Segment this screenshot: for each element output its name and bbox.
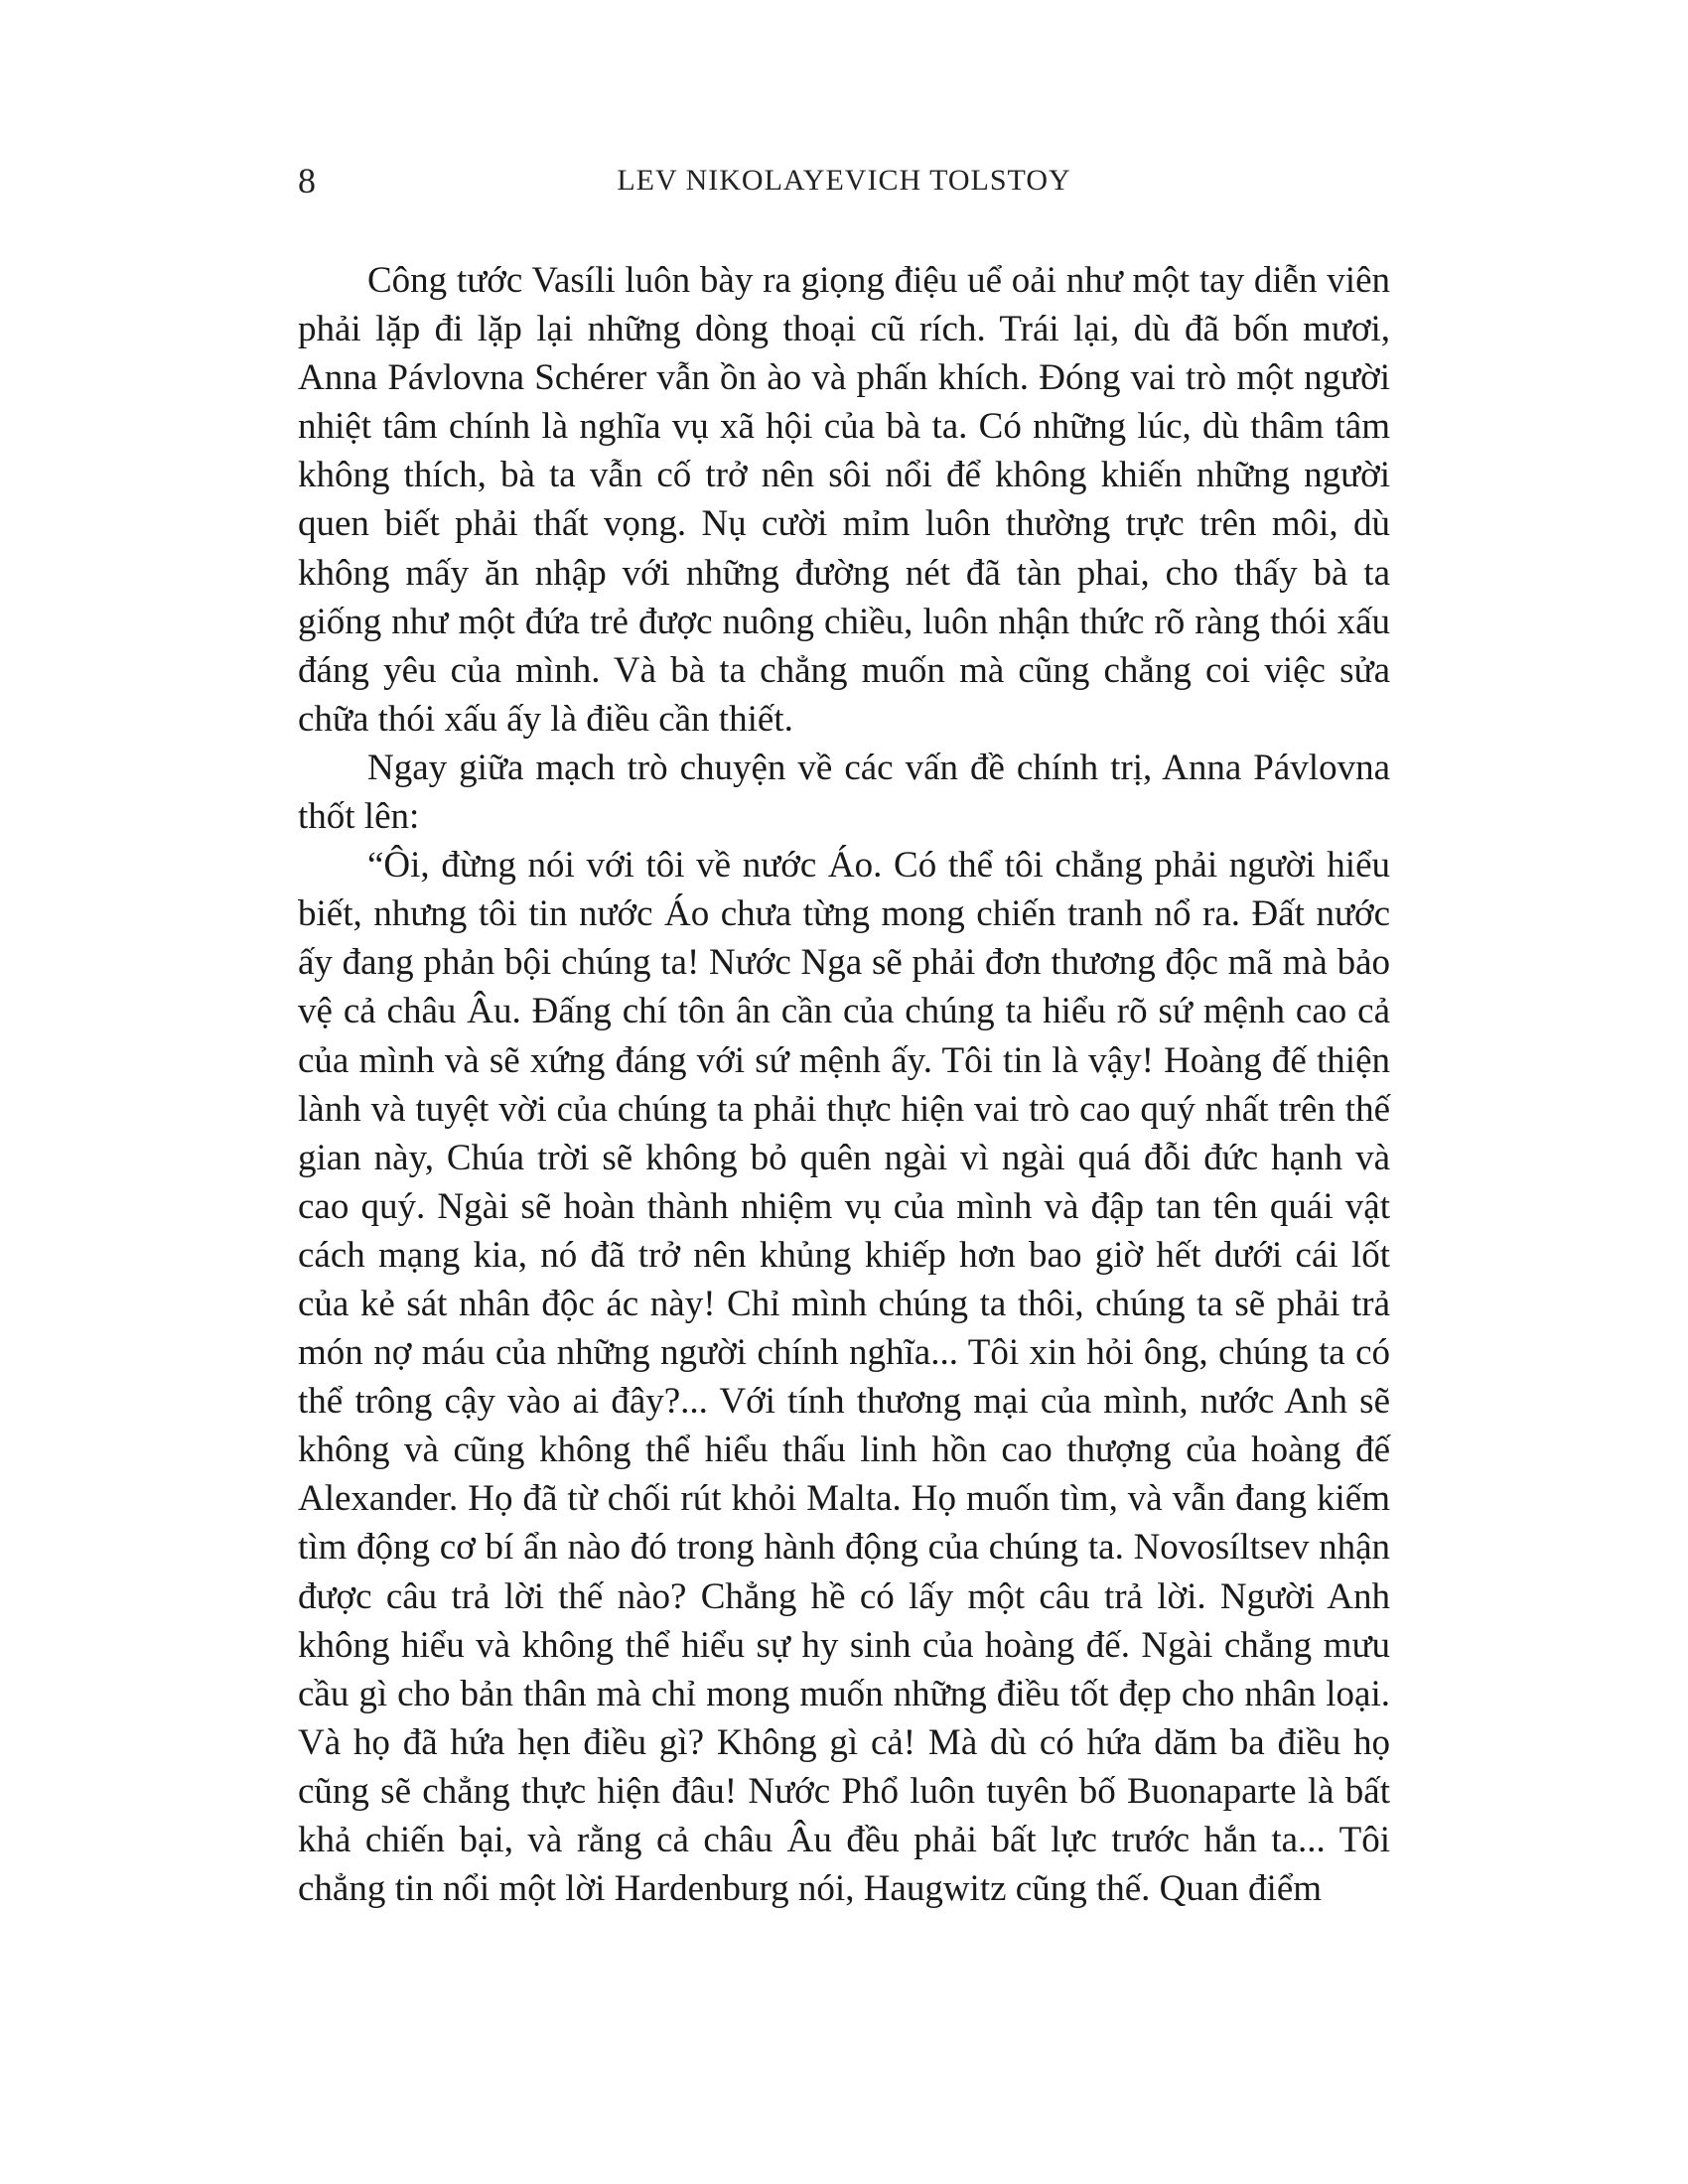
page-number: 8 bbox=[298, 161, 316, 201]
paragraph: Công tước Vasíli luôn bày ra giọng điệu uể oải như một tay diễn viên phải lặp đi lặp lại những dòng thoại cũ rích. Trái lại, dù đã bốn mươi, Anna Pávlovna Schérer vẫn ồn ào và phấn khích. Đóng vai trò một người nhiệt tâm chính là nghĩa vụ xã hội của bà ta. Có những lúc, dù thâm tâm không thích, bà ta vẫn cố trở nên sôi nổi để không khiến những người quen biết phải thất vọng. Nụ cười mỉm luôn thường trực trên môi, dù không mấy ăn nhập với những đường nét đã tàn phai, cho thấy bà ta giống như một đứa trẻ được nuông chiều, luôn nhận thức rõ ràng thói xấu đáng yêu của mình. Và bà ta chẳng muốn mà cũng chẳng coi việc sửa chữa thói xấu ấy là điều cần thiết. bbox=[298, 260, 1390, 740]
body-text bbox=[298, 256, 1390, 1913]
running-title: LEV NIKOLAYEVICH TOLSTOY bbox=[617, 164, 1071, 197]
paragraph: Ngay giữa mạch trò chuyện về các vấn đề chính trị, Anna Pávlovna thốt lên: bbox=[298, 747, 1390, 838]
running-header bbox=[298, 157, 1390, 205]
paragraph: “Ôi, đừng nói với tôi về nước Áo. Có thể tôi chẳng phải người hiểu biết, nhưng tôi tin nước Áo chưa từng mong chiến tranh nổ ra. Đất nước ấy đang phản bội chúng ta! Nước Nga sẽ phải đơn thương độc mã mà bảo vệ cả châu Âu. Đấng chí tôn ân cần của chúng ta hiểu rõ sứ mệnh cao cả của mình và sẽ xứng đáng với sứ mệnh ấy. Tôi tin là vậy! Hoàng đế thiện lành và tuyệt vời của chúng ta phải thực hiện vai trò cao quý nhất trên thế gian này, Chúa trời sẽ không bỏ quên ngài vì ngài quá đỗi đức hạnh và cao quý. Ngài sẽ hoàn thành nhiệm vụ của mình và đập tan tên quái vật cách mạng kia, nó đã trở nên khủng khiếp hơn bao giờ hết dưới cái lốt của kẻ sát nhân độc ác này! Chỉ mình chúng ta thôi, chúng ta sẽ phải trả món nợ máu của những người chính nghĩa... Tôi xin hỏi ông, chúng ta có thể trông cậy vào ai đây?... Với tính thương mại của mình, nước Anh sẽ không và cũng không thể hiểu thấu linh hồn cao thượng của hoàng đế Alexander. Họ đã từ chối rút khỏi Malta. Họ muốn tìm, và vẫn đang kiếm tìm động cơ bí ẩn nào đó trong hành động của chúng ta. Novosíltsev nhận được câu trả lời thế nào? Chẳng hề có lấy một câu trả lời. Người Anh không hiểu và không thể hiểu sự hy sinh của hoàng đế. Ngài chẳng mưu cầu gì cho bản thân mà chỉ mong muốn những điều tốt đẹp cho nhân loại. Và họ đã hứa hẹn điều gì? Không gì cả! Mà dù có hứa dăm ba điều họ cũng sẽ chẳng thực hiện đâu! Nước Phổ luôn tuyên bố Buonaparte là bất khả chiến bại, và rằng cả châu Âu đều phải bất lực trước hắn ta... Tôi chẳng tin nổi một lời Hardenburg nói, Haugwitz cũng thế. Quan điểm bbox=[298, 845, 1390, 1910]
